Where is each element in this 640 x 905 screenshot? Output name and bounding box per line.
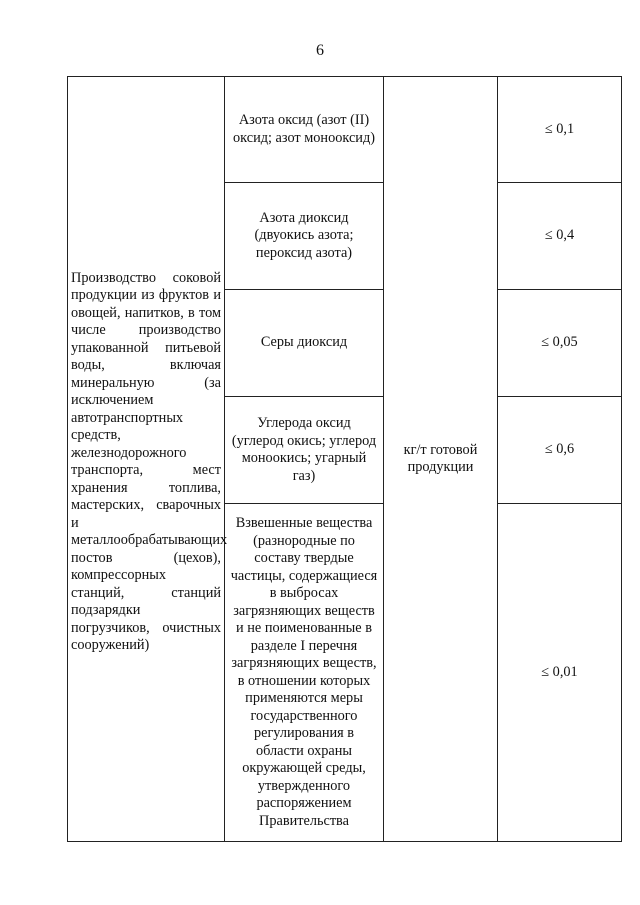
page-number: 6 xyxy=(316,42,324,59)
limit-value: ≤ 0,1 xyxy=(544,120,575,137)
limit-value: ≤ 0,4 xyxy=(544,227,575,244)
substance-cell xyxy=(225,290,384,397)
substance-cell xyxy=(225,77,384,183)
limit-cell xyxy=(498,290,622,397)
unit-label: кг/т готовой продукции xyxy=(403,441,478,475)
limit-cell xyxy=(498,397,622,504)
limit-value: ≤ 0,6 xyxy=(544,441,575,458)
substance-name: Азота диоксид (двуокись азота; пероксид азота) xyxy=(254,209,354,261)
table-row xyxy=(68,77,622,183)
substance-name: Азота оксид (азот (II) оксид; азот монооксид) xyxy=(232,112,375,146)
unit-cell xyxy=(384,77,498,842)
substance-cell xyxy=(225,397,384,504)
limit-cell xyxy=(498,504,622,842)
limit-value: ≤ 0,01 xyxy=(541,663,578,680)
substance-name: Серы диоксид xyxy=(260,334,348,351)
substance-cell xyxy=(225,504,384,842)
activity-description: Производство соковой продукции из фруктов и овощей, напитков, в том числе производство упакованной питьевой воды, включая минеральную (за исключением автотранспортных средств, железнодорожного транспорта, мест хранения топлива, мастерских, сварочных и металлообрабатывающих постов (цехов), компрессорных станций, станций подзарядки погрузчиков, очистных сооружений) xyxy=(71,269,228,653)
substance-cell xyxy=(225,183,384,290)
substance-name: Взвешенные вещества (разнородные по составу твердые частицы, содержащиеся в выбросах загрязняющих веществ и не поименованные в разделе I перечня загрязняющих веществ, в отношении которых применяются меры государственного регулирования в области охраны окружающей среды, утвержденного распоряжением Правительства xyxy=(230,515,378,829)
limit-value: ≤ 0,05 xyxy=(541,334,578,351)
limit-cell xyxy=(498,183,622,290)
activity-description-cell xyxy=(68,77,228,842)
substance-name: Углерода оксид (углерод окись; углерод моноокись; угарный газ) xyxy=(231,415,377,484)
emission-norms-table xyxy=(67,76,622,842)
limit-cell xyxy=(498,77,622,183)
